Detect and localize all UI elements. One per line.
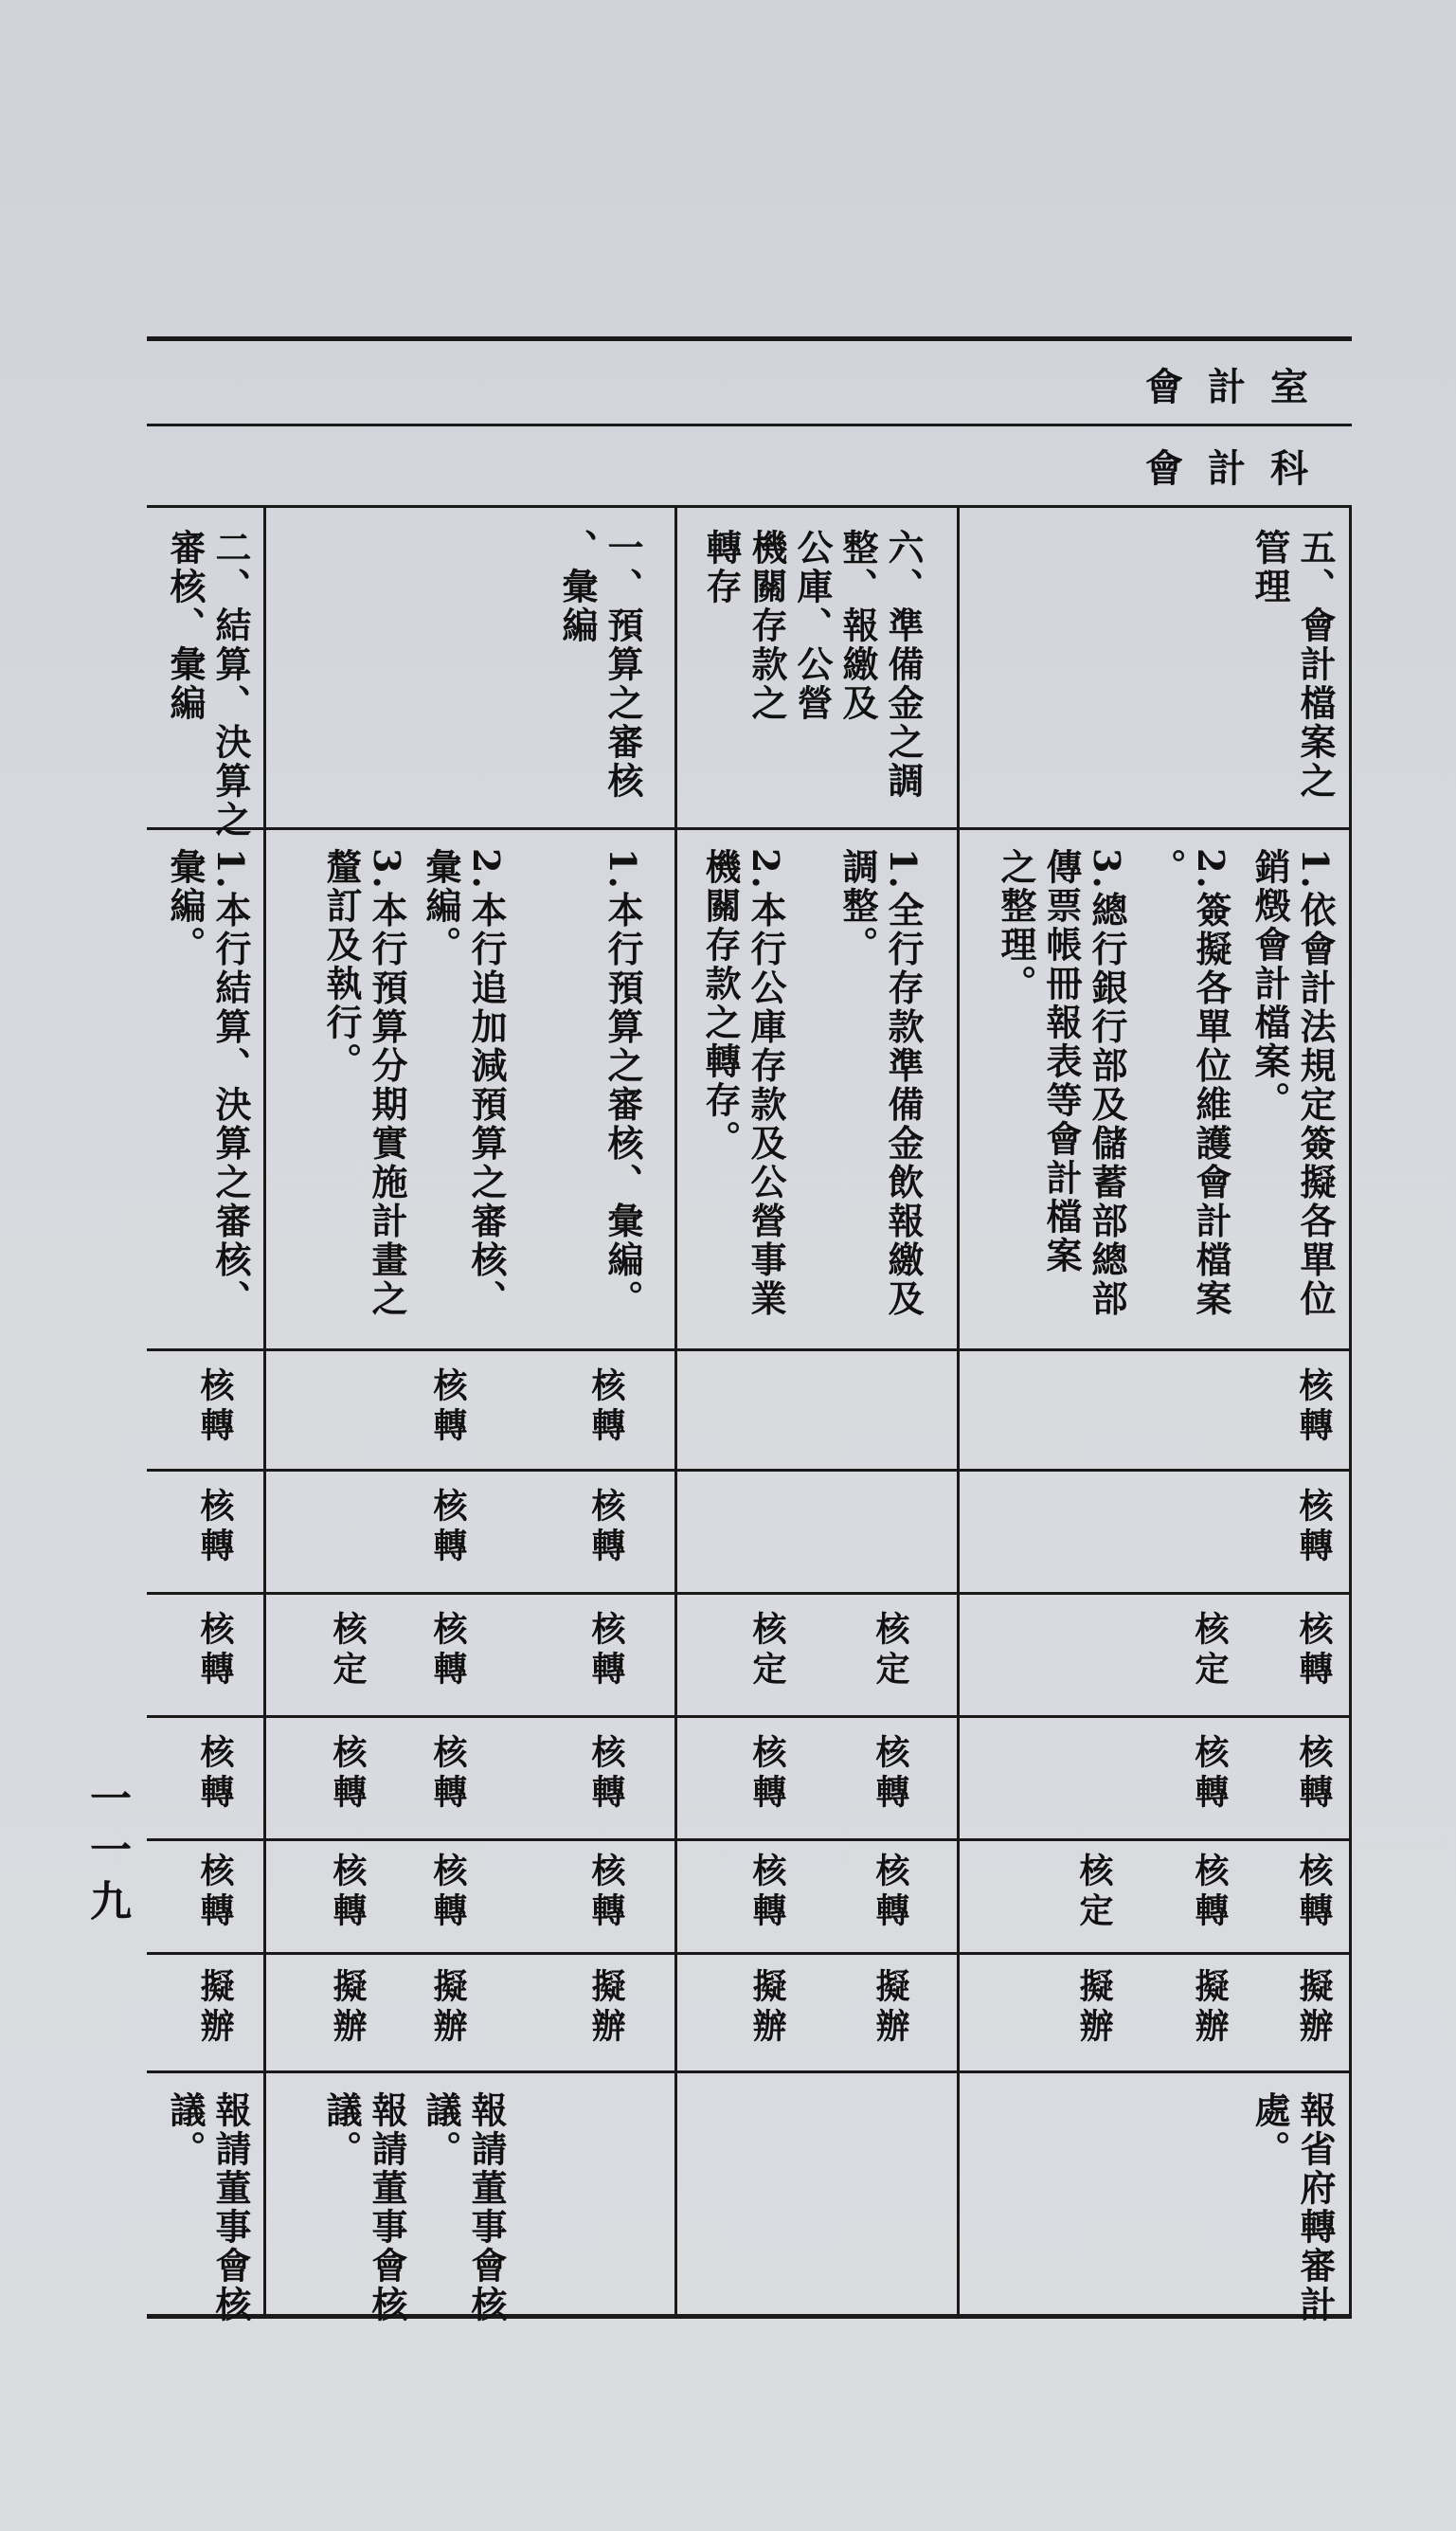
- mark-6-1-l4: 核轉: [871, 1734, 910, 1814]
- mark-5-3-l5: 核定: [1074, 1853, 1114, 1932]
- notes-divider: [147, 2070, 1352, 2073]
- category-divider: [147, 827, 1352, 830]
- item-5-1-note: 報省府轉審計 處。: [1249, 2091, 1337, 2324]
- mark-5-1-l6: 擬辦: [1294, 1968, 1334, 2048]
- mark-1-1-l3: 核轉: [586, 1611, 626, 1690]
- mark-5-2-l4: 核轉: [1190, 1734, 1230, 1814]
- header-divider-2: [147, 505, 1352, 508]
- mark-5-1-l3: 核轉: [1294, 1611, 1334, 1690]
- category-six: 六、準備金之調 整、報繳及 公庫、公營 機關存款之 轉存: [700, 529, 925, 801]
- header-section: 會計科: [1145, 446, 1333, 491]
- mark-2-1-l4: 核轉: [195, 1734, 235, 1814]
- authority-table: [147, 336, 1352, 2324]
- page-number: 一一九: [82, 1777, 131, 1930]
- mark-5-3-l6: 擬辦: [1074, 1968, 1114, 2048]
- item-2-1-note: 報請董事會核 議。: [164, 2091, 252, 2324]
- mark-6-2-l3: 核定: [747, 1611, 787, 1690]
- mark-5-2-l6: 擬辦: [1190, 1968, 1230, 2048]
- text-divider: [147, 1348, 1352, 1351]
- mark-1-3-l3: 核定: [328, 1611, 368, 1690]
- item-2-1-text: 1.本行結算、決算之審核、 彙編。: [164, 848, 252, 1319]
- mark-6-1-l3: 核定: [871, 1611, 910, 1690]
- item-6-1-text: 1.全行存款準備金飲報繳及 調整。: [836, 848, 925, 1319]
- mark-divider-2: [147, 1592, 1352, 1595]
- mark-5-2-l3: 核定: [1190, 1611, 1230, 1690]
- mark-1-2-l5: 核轉: [428, 1853, 468, 1932]
- mark-1-1-l1: 核轉: [586, 1367, 626, 1447]
- mark-1-1-l4: 核轉: [586, 1734, 626, 1814]
- mark-1-1-l6: 擬辦: [586, 1968, 626, 2048]
- mark-divider-3: [147, 1715, 1352, 1718]
- item-1-3-text: 3.本行預算分期實施計畫之 釐訂及執行。: [320, 848, 408, 1319]
- mark-1-2-l4: 核轉: [428, 1734, 468, 1814]
- item-1-3-note: 報請董事會核 議。: [320, 2091, 408, 2324]
- item-6-2-text: 2.本行公庫存款及公營事業 機關存款之轉存。: [699, 848, 787, 1319]
- mark-1-1-l5: 核轉: [586, 1853, 626, 1932]
- mark-6-1-l5: 核轉: [871, 1853, 910, 1932]
- mark-2-1-l2: 核轉: [195, 1488, 235, 1567]
- mark-1-3-l4: 核轉: [328, 1734, 368, 1814]
- header-office: 會計室: [1145, 365, 1333, 409]
- mark-5-1-l4: 核轉: [1294, 1734, 1334, 1814]
- mark-5-2-l5: 核轉: [1190, 1853, 1230, 1932]
- mark-6-1-l6: 擬辦: [871, 1968, 910, 2048]
- mark-6-2-l6: 擬辦: [747, 1968, 787, 2048]
- mark-2-1-l6: 擬辦: [195, 1968, 235, 2048]
- category-two: 二、結算、決算之 審核、彙編: [164, 529, 252, 840]
- mark-2-1-l3: 核轉: [195, 1611, 235, 1690]
- mark-1-2-l6: 擬辦: [428, 1968, 468, 2048]
- item-5-2-text: 2.簽擬各單位維護會計檔案 。: [1144, 848, 1232, 1319]
- mark-1-2-l1: 核轉: [428, 1367, 468, 1447]
- mark-2-1-l5: 核轉: [195, 1853, 235, 1932]
- mark-1-3-l5: 核轉: [328, 1853, 368, 1932]
- mark-6-2-l4: 核轉: [747, 1734, 787, 1814]
- table-top-rule: [147, 336, 1352, 341]
- right-border: [1349, 505, 1352, 2317]
- group-divider-1-2: [263, 505, 266, 2317]
- mark-5-1-l5: 核轉: [1294, 1853, 1334, 1932]
- mark-5-1-l1: 核轉: [1294, 1367, 1334, 1447]
- item-5-1-text: 1.依會計法規定簽擬各單位 銷燬會計檔案。: [1249, 848, 1337, 1319]
- item-5-3-text: 3.總行銀行部及儲蓄部總部 傳票帳冊報表等會計檔案 之整理。: [995, 848, 1128, 1319]
- category-five: 五、會計檔案之 管理: [1249, 529, 1337, 801]
- mark-5-1-l2: 核轉: [1294, 1488, 1334, 1567]
- mark-divider-5: [147, 1952, 1352, 1955]
- mark-1-2-l2: 核轉: [428, 1488, 468, 1567]
- item-1-2-text: 2.本行追加減預算之審核、 彙編。: [420, 848, 508, 1319]
- group-divider-6-1: [674, 505, 677, 2317]
- mark-divider-1: [147, 1469, 1352, 1472]
- mark-2-1-l1: 核轉: [195, 1367, 235, 1447]
- item-1-2-note: 報請董事會核 議。: [420, 2091, 508, 2324]
- mark-1-1-l2: 核轉: [586, 1488, 626, 1567]
- mark-1-3-l6: 擬辦: [328, 1968, 368, 2048]
- category-one: 一、預算之審核 、彙編: [556, 529, 644, 801]
- item-1-1-text: 1.本行預算之審核、彙編。: [602, 848, 644, 1319]
- mark-6-2-l5: 核轉: [747, 1853, 787, 1932]
- mark-1-2-l3: 核轉: [428, 1611, 468, 1690]
- group-divider-5-6: [957, 505, 960, 2317]
- header-divider-1: [147, 424, 1352, 426]
- mark-divider-4: [147, 1838, 1352, 1841]
